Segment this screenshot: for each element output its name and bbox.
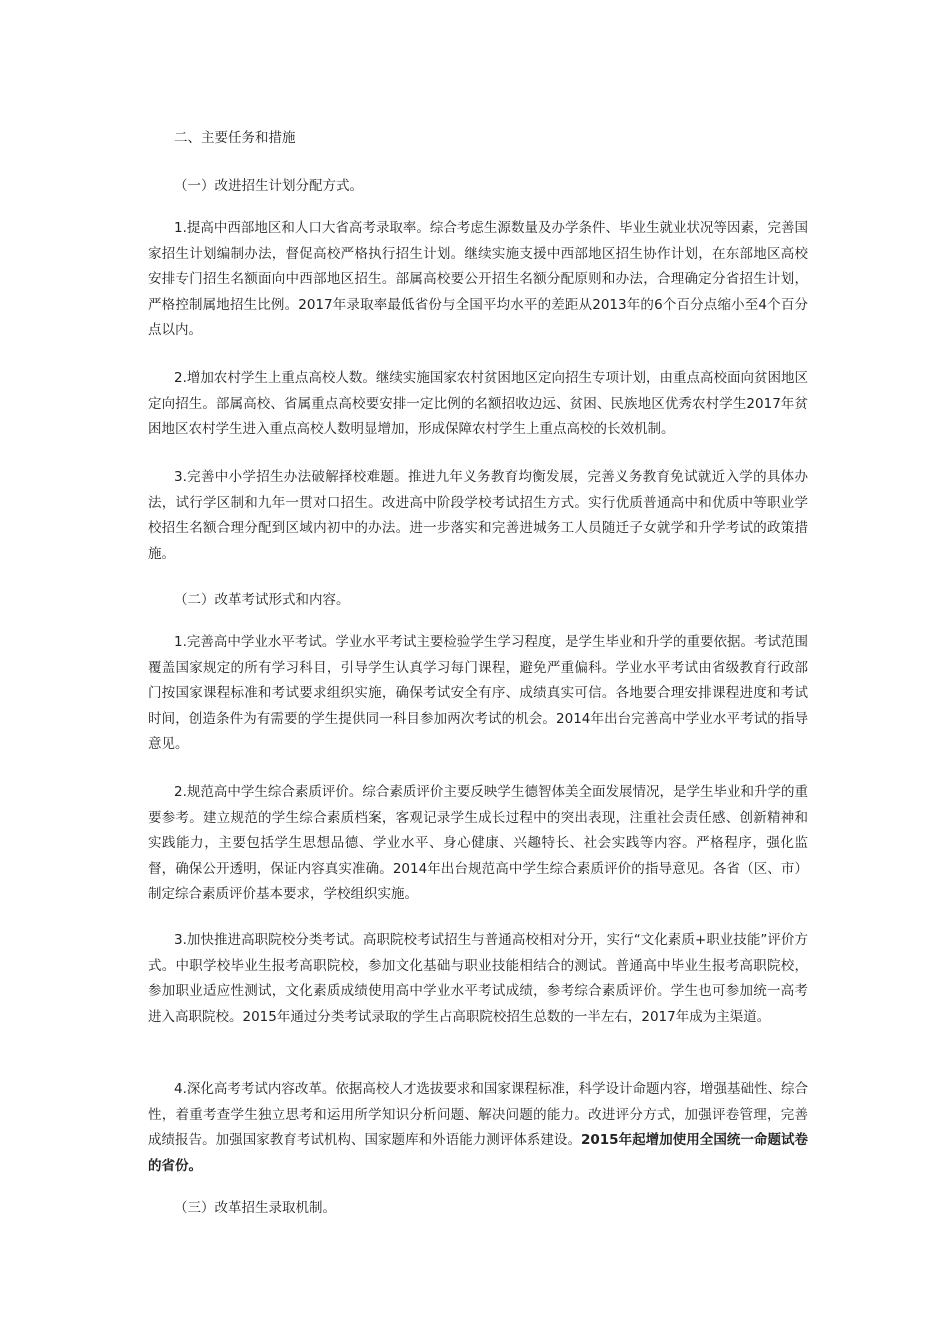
- section-title: 二、主要任务和措施: [174, 130, 296, 146]
- paragraph-2-2: 2.规范高中学生综合素质评价。综合素质评价主要反映学生德智体美全面发展情况，是学生毕业和升学的重要参考。建立规范的学生综合素质档案，客观记录学生成长过程中的突出表现，注重社会责任感、创新精神和实践能力，主要包括学生思想品德、学业水平、身心健康、兴趣特长、社会实践等内容。严格程序，强化监督，确保公开透明，保证内容真实准确。2014年出台规范高中学生综合素质评价的指导意见。各省（区、市）制定综合素质评价基本要求，学校组织实施。: [148, 784, 808, 903]
- paragraph-1-3: 3.完善中小学招生办法破解择校难题。推进九年义务教育均衡发展，完善义务教育免试就近入学的具体办法，试行学区制和九年一贯对口招生。改进高中阶段学校考试招生方式。实行优质普通高中和优质中等职业学校招生名额合理分配到区域内初中的办法。进一步落实和完善进城务工人员随迁子女就学和升学考试的政策措施。: [148, 469, 808, 562]
- paragraph-2-1: 1.完善高中学业水平考试。学业水平考试主要检验学生学习程度，是学生毕业和升学的重要依据。考试范围覆盖国家规定的所有学习科目，引导学生认真学习每门课程，避免严重偏科。学业水平考试由省级教育行政部门按国家课程标准和考试要求组织实施，确保考试安全有序、成绩真实可信。各地要合理安排课程进度和考试时间，创造条件为有需要的学生提供同一科目参加两次考试的机会。2014年出台完善高中学业水平考试的指导意见。: [148, 634, 808, 753]
- paragraph-2-3: 3.加快推进高职院校分类考试。高职院校考试招生与普通高校相对分开，实行“文化素质+职业技能”评价方式。中职学校毕业生报考高职院校，参加文化基础与职业技能相结合的测试。普通高中毕业生报考高职院校，参加职业适应性测试，文化素质成绩使用高中学业水平考试成绩，参考综合素质评价。学生也可参加统一高考进入高职院校。2015年通过分类考试录取的学生占高职院校招生总数的一半左右，2017年成为主渠道。: [148, 932, 808, 1025]
- subsection-title-2: （二）改革考试形式和内容。: [174, 592, 350, 608]
- paragraph-2-4-bold-text: 2015年起增加使用全国统一命题试卷的省份。: [148, 1132, 809, 1174]
- paragraph-2-4-text: 4.深化高考考试内容改革。依据高校人才选拔要求和国家课程标准，科学设计命题内容，增强基础性、综合性，着重考查学生独立思考和运用所学知识分析问题、解决问题的能力。改进评分方式，加强评卷管理，完善成绩报告。加强国家教育考试机构、国家题库和外语能力测评体系建设。: [148, 1081, 808, 1149]
- subsection-title-1: （一）改进招生计划分配方式。: [174, 178, 363, 194]
- paragraph-2-4: [148, 1077, 808, 1179]
- paragraph-1-1: 1.提高中西部地区和人口大省高考录取率。综合考虑生源数量及办学条件、毕业生就业状况等因素，完善国家招生计划编制办法，督促高校严格执行招生计划。继续实施支援中西部地区招生协作计划，在东部地区高校安排专门招生名额面向中西部地区招生。部属高校要公开招生名额分配原则和办法，合理确定分省招生计划，严格控制属地招生比例。2017年录取率最低省份与全国平均水平的差距从2013年的6个百分点缩小至4个百分点以内。: [148, 220, 808, 339]
- subsection-title-3: （三）改革招生录取机制。: [174, 1200, 336, 1216]
- paragraph-1-2: 2.增加农村学生上重点高校人数。继续实施国家农村贫困地区定向招生专项计划，由重点高校面向贫困地区定向招生。部属高校、省属重点高校要安排一定比例的名额招收边远、贫困、民族地区优秀农村学生2017年贫困地区农村学生进入重点高校人数明显增加，形成保障农村学生上重点高校的长效机制。: [148, 370, 808, 438]
